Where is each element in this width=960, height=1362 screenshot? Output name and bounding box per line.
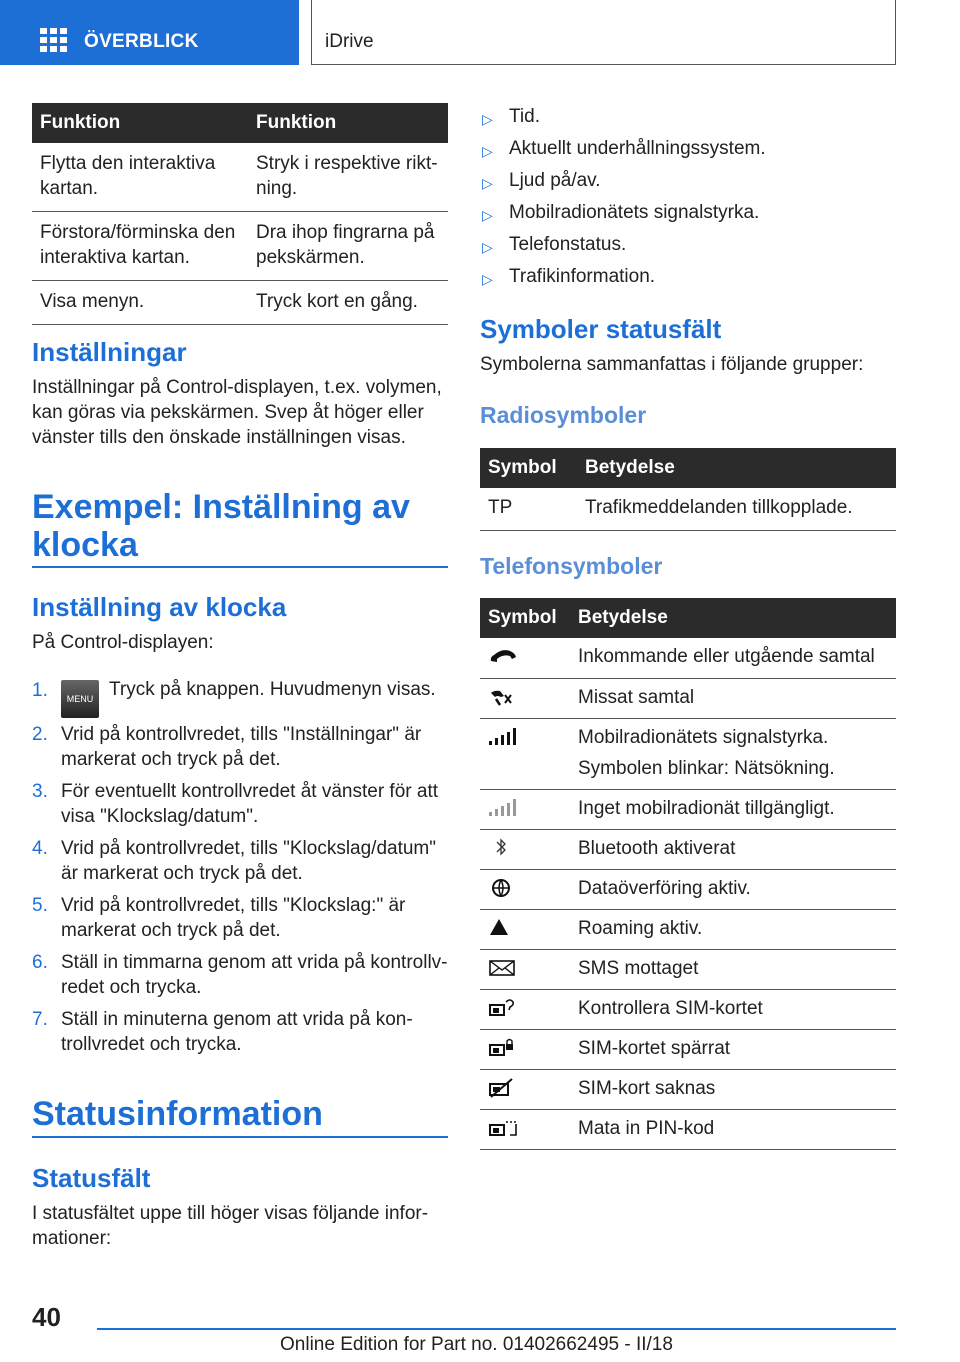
table-row — [480, 789, 896, 829]
table-cell: Förstora/förminska den interaktiva kartan. — [32, 212, 248, 281]
table-cell: SIM-kortet spärrat — [570, 1029, 896, 1069]
table-cell: SIM-kort saknas — [570, 1069, 896, 1109]
chapter-title: iDrive — [325, 31, 374, 52]
bullet-text: Ljud på/av. — [509, 170, 601, 191]
bullet-text: Trafikinformation. — [509, 266, 656, 287]
radio-table-header: Betydelse — [577, 448, 896, 488]
phone-symbols-table — [480, 598, 896, 1150]
table-row — [480, 718, 896, 789]
bullet-text: Mobilradionätets signalstyrka. — [509, 202, 760, 223]
table-cell: Mobilradionätets signalstyrka. — [578, 726, 829, 748]
statusbar-heading: Statusfält — [32, 1163, 151, 1193]
sim-pin-icon — [488, 1116, 518, 1140]
table-cell: Mata in PIN-kod — [570, 1109, 896, 1149]
bullet-text: Aktuellt underhållningssystem. — [509, 138, 766, 159]
clock-steps — [32, 671, 448, 1064]
gesture-table-header: Funktion — [248, 103, 448, 143]
table-row — [480, 638, 896, 678]
step-number: 5. — [32, 895, 48, 916]
step-number: 3. — [32, 781, 48, 802]
no-network-icon — [488, 796, 522, 820]
step-text: Vrid på kontrollvredet, tills "Klockslag:" är markerat och tryck på det. — [61, 895, 406, 941]
footer-rule — [97, 1328, 896, 1330]
sms-envelope-icon — [488, 956, 518, 980]
triangle-bullet-icon: ▷ — [482, 143, 493, 159]
table-row — [480, 869, 896, 909]
list-item — [480, 264, 766, 296]
list-item — [32, 950, 448, 1000]
grid-menu-icon — [40, 28, 68, 52]
list-item — [480, 232, 766, 264]
step-number: 7. — [32, 1009, 48, 1030]
page-number: 40 — [32, 1302, 61, 1332]
triangle-bullet-icon: ▷ — [482, 111, 493, 127]
step-number: 6. — [32, 952, 48, 973]
table-cell: Inget mobilradionät tillgängligt. — [570, 789, 896, 829]
list-item — [32, 671, 448, 718]
phone-table-header: Symbol — [480, 598, 570, 638]
sim-locked-icon — [488, 1036, 518, 1060]
table-row — [32, 143, 448, 212]
list-item — [32, 893, 448, 943]
symbols-intro: Symbolerna sammanfattas i följande grupper: — [480, 354, 864, 375]
settings-text: Inställningar på Control-displayen, t.ex. volymen, kan göras via pekskärmen. Svep åt höger eller vänster tills den önskade inställningen visas. — [32, 377, 442, 448]
step-text: Ställ in minuterna genom att vrida på kon-trollvredet och trycka. — [61, 1009, 413, 1055]
phone-call-icon — [488, 644, 518, 668]
clock-heading: Inställning av klocka — [32, 592, 287, 622]
table-cell: Visa menyn. — [32, 281, 248, 325]
heading-rule — [32, 1136, 448, 1138]
table-cell-note: Symbolen blinkar: Nätsökning. — [578, 757, 835, 779]
chapter-header — [311, 0, 896, 65]
table-cell: Inkommande eller utgående samtal — [570, 638, 896, 678]
table-row — [480, 989, 896, 1029]
bullet-text: Tid. — [509, 106, 540, 127]
step-text: Ställ in timmarna genom att vrida på kontrollv-redet och trycka. — [61, 952, 448, 998]
table-cell: Bluetooth aktiverat — [570, 829, 896, 869]
list-item — [480, 200, 766, 232]
signal-strength-icon — [488, 725, 522, 749]
overview-tab-label: ÖVERBLICK — [84, 31, 199, 52]
menu-button-icon: MENU — [61, 680, 99, 718]
table-row — [480, 829, 896, 869]
list-item — [480, 104, 766, 136]
table-row — [480, 949, 896, 989]
table-cell: Dataöverföring aktiv. — [570, 869, 896, 909]
step-text: För eventuellt kontrollvredet åt vänster för att visa "Klockslag/datum". — [61, 781, 439, 827]
clock-intro: På Control-displayen: — [32, 632, 214, 653]
triangle-bullet-icon: ▷ — [482, 239, 493, 255]
list-item — [480, 136, 766, 168]
table-cell: Dra ihop fingrarna på pekskärmen. — [248, 212, 448, 281]
table-cell: Missat samtal — [570, 678, 896, 718]
phone-table-header: Betydelse — [570, 598, 896, 638]
table-row — [480, 1029, 896, 1069]
step-number: 1. — [32, 680, 48, 701]
phone-symbols-heading: Telefonsymboler — [480, 553, 663, 579]
statusbar-text: I statusfältet uppe till höger visas följande infor-mationer: — [32, 1203, 429, 1249]
table-row — [480, 909, 896, 949]
missed-call-icon — [488, 685, 518, 709]
heading-rule — [32, 566, 448, 568]
table-cell: Trafikmeddelanden tillkopplade. — [577, 488, 896, 531]
status-bullets — [480, 104, 766, 296]
list-item — [32, 722, 448, 772]
settings-heading: Inställningar — [32, 337, 187, 367]
roaming-icon — [488, 916, 518, 940]
bluetooth-icon — [488, 836, 518, 860]
table-cell: Roaming aktiv. — [570, 909, 896, 949]
list-item — [32, 836, 448, 886]
table-row — [32, 281, 448, 325]
list-item — [32, 779, 448, 829]
table-cell: Flytta den interaktiva kartan. — [32, 143, 248, 212]
triangle-bullet-icon: ▷ — [482, 207, 493, 223]
radio-symbols-table — [480, 448, 896, 531]
table-cell: TP — [480, 488, 577, 531]
list-item — [480, 168, 766, 200]
table-row — [32, 212, 448, 281]
example-heading: Exempel: Inställning av klocka — [32, 488, 410, 564]
symbols-heading: Symboler statusfält — [480, 314, 722, 344]
table-cell: Tryck kort en gång. — [248, 281, 448, 325]
table-cell: Kontrollera SIM-kortet — [570, 989, 896, 1029]
edition-footer: Online Edition for Part no. 01402662495 - II/18 — [280, 1334, 673, 1355]
triangle-bullet-icon: ▷ — [482, 271, 493, 287]
step-number: 2. — [32, 724, 48, 745]
list-item — [32, 1007, 448, 1057]
data-transfer-icon — [488, 876, 518, 900]
table-row — [480, 1109, 896, 1149]
table-row — [480, 1069, 896, 1109]
overview-tab[interactable] — [0, 0, 299, 65]
step-number: 4. — [32, 838, 48, 859]
gesture-table-header: Funktion — [32, 103, 248, 143]
bullet-text: Telefonstatus. — [509, 234, 627, 255]
step-text: Tryck på knappen. Huvudmenyn visas. — [109, 679, 436, 700]
sim-missing-icon — [488, 1076, 518, 1100]
table-cell: SMS mottaget — [570, 949, 896, 989]
radio-symbols-heading: Radiosymboler — [480, 402, 647, 428]
step-text: Vrid på kontrollvredet, tills "Klockslag/datum" är markerat och tryck på det. — [61, 838, 436, 884]
status-heading: Statusinformation — [32, 1095, 323, 1133]
gesture-table — [32, 103, 448, 325]
table-cell: Stryk i respektive rikt-ning. — [248, 143, 448, 212]
step-text: Vrid på kontrollvredet, tills "Inställningar" är markerat och tryck på det. — [61, 724, 422, 770]
table-row — [480, 678, 896, 718]
radio-table-header: Symbol — [480, 448, 577, 488]
sim-check-icon — [488, 996, 518, 1020]
triangle-bullet-icon: ▷ — [482, 175, 493, 191]
table-row — [480, 488, 896, 531]
